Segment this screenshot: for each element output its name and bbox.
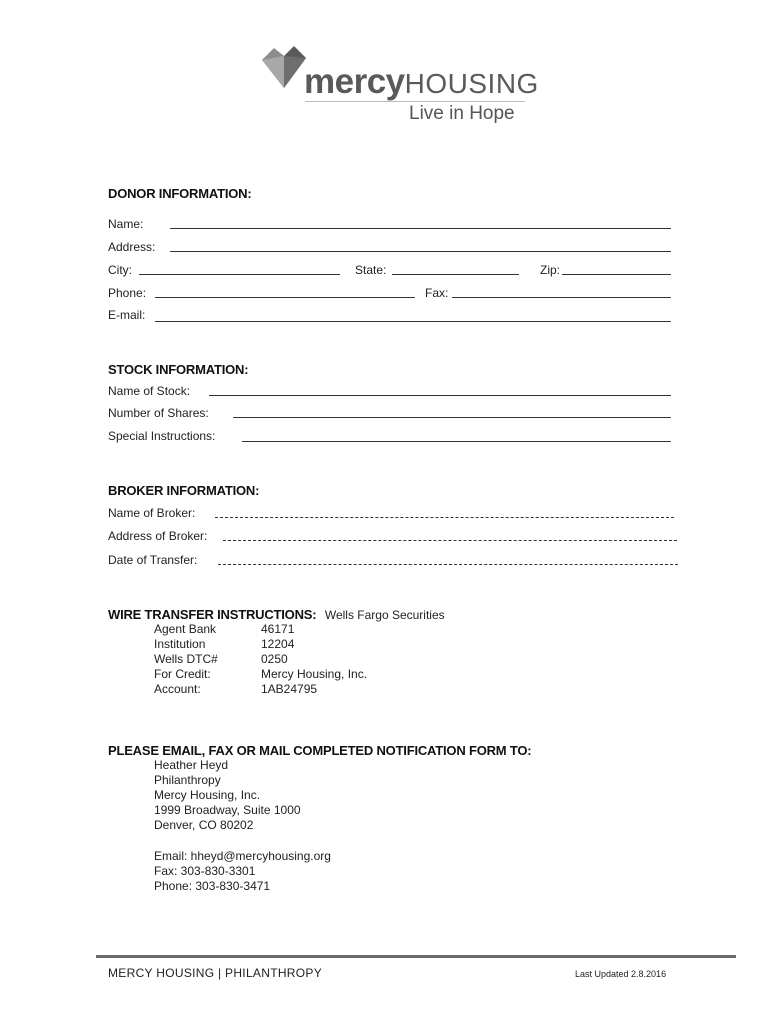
stock-name-label: Name of Stock: <box>108 384 191 398</box>
contact-org: Mercy Housing, Inc. <box>154 788 261 802</box>
broker-heading: BROKER INFORMATION: <box>108 483 260 498</box>
donor-zip-field[interactable] <box>562 274 671 275</box>
logo-tagline: Live in Hope <box>409 103 515 124</box>
contact-department: Philanthropy <box>154 773 221 787</box>
wire-row-label: Account: <box>154 682 201 696</box>
donor-zip-label: Zip: <box>540 263 561 277</box>
wire-row-value: 1AB24795 <box>261 682 318 696</box>
footer-last-updated: Last Updated 2.8.2016 <box>575 969 667 979</box>
wire-bank: Wells Fargo Securities <box>324 608 445 622</box>
stock-shares-field[interactable] <box>233 417 671 418</box>
logo-brand-bold: mercy <box>304 62 405 101</box>
stock-heading: STOCK INFORMATION: <box>108 362 249 377</box>
wire-row-label: For Credit: <box>154 667 211 681</box>
contact-phone: Phone: 303-830-3471 <box>154 879 271 893</box>
footer-divider <box>96 955 736 958</box>
contact-street: 1999 Broadway, Suite 1000 <box>154 803 301 817</box>
wire-row-label: Wells DTC# <box>154 652 218 666</box>
donor-phone-field[interactable] <box>155 297 415 298</box>
donor-fax-field[interactable] <box>452 297 671 298</box>
donor-email-label: E-mail: <box>108 308 146 322</box>
donor-state-label: State: <box>355 263 387 277</box>
donor-phone-label: Phone: <box>108 286 147 300</box>
contact-city: Denver, CO 80202 <box>154 818 254 832</box>
broker-address-label: Address of Broker: <box>108 529 208 543</box>
contact-email[interactable]: Email: hheyd@mercyhousing.org <box>154 849 331 863</box>
donor-city-label: City: <box>108 263 132 277</box>
donor-name-label: Name: <box>108 217 144 231</box>
broker-address-field[interactable] <box>223 540 677 541</box>
stock-name-field[interactable] <box>209 395 671 396</box>
logo-brand-light: HOUSING <box>404 68 539 99</box>
donor-address-label: Address: <box>108 240 156 254</box>
logo-divider <box>305 101 525 102</box>
donor-address-field[interactable] <box>170 251 671 252</box>
donor-email-field[interactable] <box>155 321 671 322</box>
contact-fax: Fax: 303-830-3301 <box>154 864 256 878</box>
wire-row-value: 0250 <box>261 652 288 666</box>
broker-name-field[interactable] <box>215 517 674 518</box>
donor-heading: DONOR INFORMATION: <box>108 186 252 201</box>
stock-instructions-label: Special Instructions: <box>108 429 216 443</box>
wire-row-value: Mercy Housing, Inc. <box>261 667 368 681</box>
wire-row-label: Institution <box>154 637 206 651</box>
stock-shares-label: Number of Shares: <box>108 406 209 420</box>
donor-city-field[interactable] <box>139 274 340 275</box>
donor-name-field[interactable] <box>170 228 671 229</box>
contact-name: Heather Heyd <box>154 758 229 772</box>
broker-name-label: Name of Broker: <box>108 506 196 520</box>
wire-row-value: 46171 <box>261 622 295 636</box>
wire-row-label: Agent Bank <box>154 622 217 636</box>
stock-instructions-field[interactable] <box>242 441 671 442</box>
contact-heading: PLEASE EMAIL, FAX OR MAIL COMPLETED NOTIFICATION FORM TO: <box>108 743 532 758</box>
footer-label: MERCY HOUSING | PHILANTHROPY <box>108 966 322 980</box>
wire-row-value: 12204 <box>261 637 295 651</box>
wire-heading: WIRE TRANSFER INSTRUCTIONS: <box>108 607 317 622</box>
logo-wordmark <box>304 62 539 102</box>
donor-state-field[interactable] <box>392 274 519 275</box>
broker-date-label: Date of Transfer: <box>108 553 198 567</box>
donor-fax-label: Fax: <box>425 286 449 300</box>
broker-date-field[interactable] <box>218 564 678 565</box>
heart-logo-icon <box>260 44 308 90</box>
